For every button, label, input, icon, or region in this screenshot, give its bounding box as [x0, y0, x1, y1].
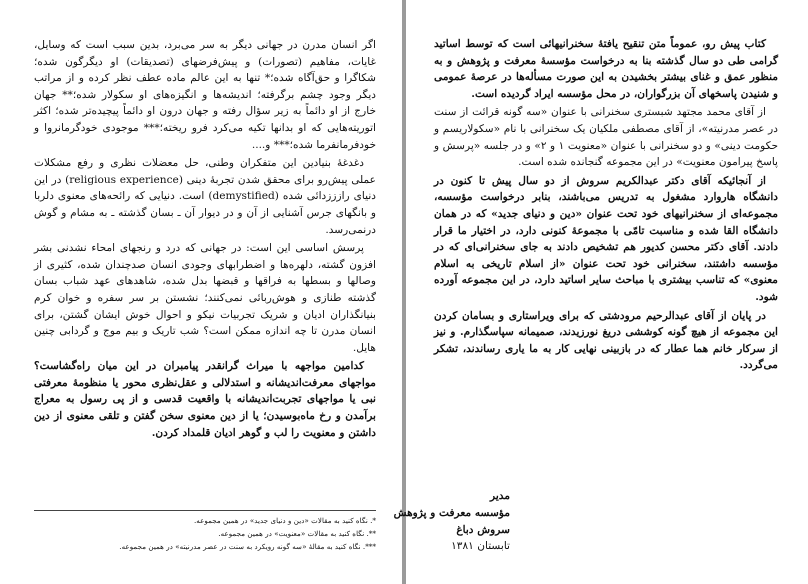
right-paragraph-1: کتاب پیش رو، عموماً متن تنقیح یافتهٔ سخنرانیهائی است که توسط اساتید گرامی طی دو سال گذشته بنا به درخواست مؤسسهٔ معرفت و پژوهش و به منظور عمق و غنای بیشتر بخشیدن به این صورت مسأله‌ها در عرصهٔ عمومی و شنیدن پاسخهای آن بزرگواران، در محل مؤسسه ایراد گردیده است. — [434, 38, 778, 100]
signature-name: سروش دباغ — [456, 523, 510, 536]
signature-org: مؤسسه معرفت و پژوهش — [393, 506, 510, 519]
right-paragraph-3: از آنجائیکه آقای دکتر عبدالکریم سروش از دو سال پیش تا کنون در دانشگاه هاروارد مشغول به تدریس می‌باشند، بنابر درخواست مؤسسه، مجموعه‌ای از سخنرانیهای خود تحت عنوان «دین و دنیای جدید» که در همان دانشگاه القا شده و مناسبت تامّی با مجموعهٔ کنونی دارد، در اختیار ما قرار دادند. آقای دکتر محسن کدیور هم تشخیص دادند به جای سخنرانی‌ای که در مؤسسه داشتند، سخنرانی خود تحت عنوان «از اسلام تاریخی به اسلام معنوی» که تناسب بیشتری با مباحث سایر اساتید دارد، در این مجموعه آورده شود. — [434, 174, 778, 303]
footnote-2: **. نگاه کنید به مقالات «معنویت» در همین مجموعه. — [218, 529, 376, 538]
right-page — [393, 0, 808, 584]
signature-block — [390, 488, 510, 555]
left-page-body — [34, 37, 376, 443]
right-paragraph-4: در پایان از آقای عبدالرحیم مرودشتی که برای ویراستاری و بسامان کردن این مجموعه از هیچ گونه کوششی دریغ نورزیدند، صمیمانه سپاسگذارم. و نیز از سرکار خانم هما عطار که در بازبینی نهایی کار به ما یاری رساندند، تشکر می‌گردد. — [434, 309, 778, 372]
right-paragraph-2: از آقای محمد مجتهد شبستری سخنرانی با عنوان «سه گونه قرائت از سنت در عصر مدرنیته»، از آقای مصطفی ملکیان یک سخنرانی با نام «سکولاریسم و حکومت دینی» و دو سخنرانی با عنوان «معنویت ۱ و ۲» و در جلسه «پرسش و پاسخ پیرامون معنویت» در این مجموعه گنجانده شده است. — [434, 106, 779, 169]
left-paragraph-3: پرسش اساسی این است: در جهانی که درد و رنجهای امحاء نشدنی بشر افزون گشته، دلهره‌ها و اضطرابهای وجودی انسان صدچندان شده، کثیری از وصالها و بسطها به فراقها و قبضها بدل شده، شاهدهای عهد شباب بسان گذشته طنازی و هوش‌ربائی نمی‌کنند؛ نشستن بر سر سفره و خوان کرم بنیانگذاران ادیان و شریک تجربیات نیکو و احوال خوش ایشان گشتن، برای انسان مدرن تا چه اندازه ممکن است؟ شب تاریک و بیم موج و گردابی چنین هایل. — [34, 242, 376, 354]
signature-date: تابستان ۱۳۸۱ — [451, 540, 510, 553]
footnotes — [34, 510, 376, 553]
right-page-body — [434, 36, 778, 376]
footnote-3: ***. نگاه کنید به مقالهٔ «سه گونه رویکرد به سنت در عصر مدرنیته» در همین مجموعه. — [119, 542, 376, 551]
signature-role: مدیر — [489, 490, 510, 502]
footnote-1: *. نگاه کنید به مقالات «دین و دنیای جدید» در همین مجموعه. — [193, 516, 376, 525]
left-paragraph-2: دغدغهٔ بنیادین این متفکران وطنی، حل معضلات نظری و رفع مشکلات عملی پیش‌رو برای محقق شدن تجربهٔ دینی (religious experience) در این دنیای رازززدائی شده (demystified) است. دنیایی که رائحه‌های معنوی دلربا و بانگهای جرس آشنایی از آن و در دیوار آن ـ بسان گذشته ـ به مشام و گوش درنمی‌رسد. — [34, 157, 376, 236]
left-paragraph-1: اگر انسان مدرن در جهانی دیگر به سر می‌برد، بدین سبب است که وسایل، غایات، مفاهیم (تصورات) و پیش‌فرضهای (تصدیقات) او دیگرگون شده؛ شکاگرا و حق‌آگاه شده؛* تنها به این عالم ماده عطف نظر کرده و از مراتب دیگر وجود چشم برگرفته؛ اندیشه‌ها و انگیزه‌های او سکولار شده؛** جهان خارج از او دائماً به زیر سؤال رفته و جهان درون او دائماً پیچیده‌تر شده؛ اکثر اتوریته‌هایی که او بدانها تکیه می‌کرد فرو ریخته؛*** موجودی خودگرمانروا و خودفرمانفرما شده؛*** و.... — [34, 39, 376, 151]
left-page — [0, 0, 402, 584]
left-paragraph-4: کدامین مواجهه با میراث گرانقدر پیامبران در این میان راه‌گشاست؟ مواجهای معرفت‌اندیشانه و استدلالی و عقل‌نظری محور یا منظومهٔ معرفتی نبی یا مواجهای تجربت‌اندیشانه با واقعیت قدسی و از پی رسول به معراج برآمدن و رخ ماه‌بوسیدن؛ یا از دین معنوی سخن گفتن و تلقی معنوی از دین داشتن و معنویت را لب و گوهر ادیان قلمداد کردن. — [34, 360, 376, 439]
